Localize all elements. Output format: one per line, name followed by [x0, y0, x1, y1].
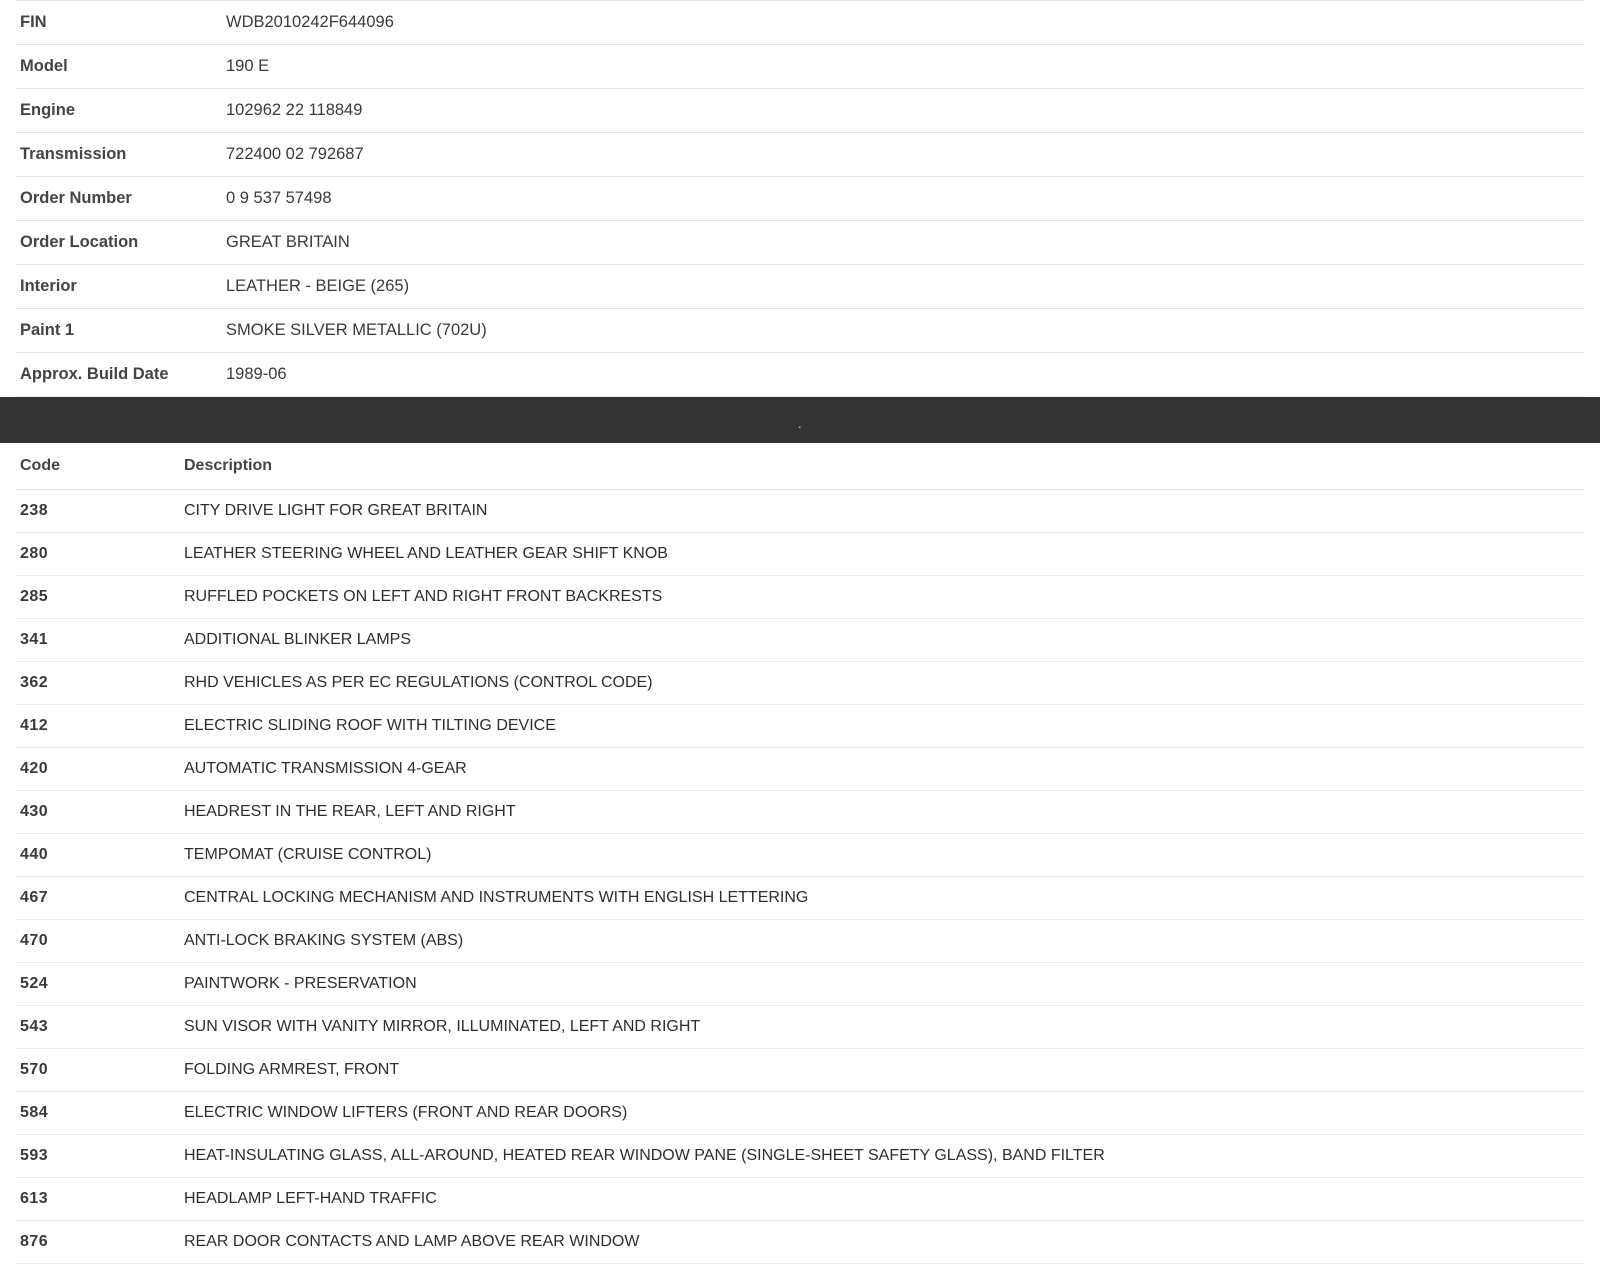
table-row — [16, 1049, 1584, 1092]
table-row — [16, 1221, 1584, 1264]
spec-label: Model — [20, 57, 68, 75]
option-description: HEAT-INSULATING GLASS, ALL-AROUND, HEATED REAR WINDOW PANE (SINGLE-SHEET SAFETY GLASS), BAND FILTER — [184, 1147, 1105, 1164]
table-row — [16, 353, 1584, 397]
option-description: SUN VISOR WITH VANITY MIRROR, ILLUMINATED, LEFT AND RIGHT — [184, 1018, 701, 1035]
vehicle-spec-table — [16, 0, 1584, 397]
vehicle-spec-body — [16, 1, 1584, 397]
column-header-description: Description — [106, 443, 1584, 490]
spec-label: Order Location — [20, 233, 139, 251]
spec-value: 0 9 537 57498 — [226, 189, 332, 207]
option-description: TEMPOMAT (CRUISE CONTROL) — [184, 846, 432, 863]
table-row — [16, 89, 1584, 133]
option-description: AUTOMATIC TRANSMISSION 4-GEAR — [184, 760, 467, 777]
option-description: HEADLAMP LEFT-HAND TRAFFIC — [184, 1190, 437, 1207]
table-row — [16, 877, 1584, 920]
spec-value: SMOKE SILVER METALLIC (702U) — [226, 321, 487, 339]
spec-value: GREAT BRITAIN — [226, 233, 350, 251]
table-row — [16, 791, 1584, 834]
table-row — [16, 533, 1584, 576]
table-row — [16, 920, 1584, 963]
table-row — [16, 309, 1584, 353]
option-description: PAINTWORK - PRESERVATION — [184, 975, 417, 992]
spec-label: Order Number — [20, 189, 132, 207]
option-description: CITY DRIVE LIGHT FOR GREAT BRITAIN — [184, 502, 488, 519]
spec-value: WDB2010242F644096 — [226, 13, 394, 31]
table-row — [16, 490, 1584, 533]
spec-label: Engine — [20, 101, 76, 119]
option-code: 593 — [20, 1147, 49, 1164]
option-description: FOLDING ARMREST, FRONT — [184, 1061, 400, 1078]
table-row — [16, 834, 1584, 877]
option-code: 467 — [20, 889, 49, 906]
option-description: ANTI-LOCK BRAKING SYSTEM (ABS) — [184, 932, 464, 949]
table-row — [16, 705, 1584, 748]
option-code: 362 — [20, 674, 49, 691]
options-table-header — [16, 443, 1584, 490]
options-table-body — [16, 490, 1584, 1264]
table-row — [16, 221, 1584, 265]
option-description: CENTRAL LOCKING MECHANISM AND INSTRUMENTS WITH ENGLISH LETTERING — [184, 889, 809, 906]
spec-value: 190 E — [226, 57, 270, 75]
option-code: 285 — [20, 588, 49, 605]
option-code: 341 — [20, 631, 49, 648]
table-row — [16, 1, 1584, 45]
spec-value: 722400 02 792687 — [226, 145, 364, 163]
option-code: 584 — [20, 1104, 49, 1121]
option-code: 430 — [20, 803, 49, 820]
option-code: 470 — [20, 932, 49, 949]
option-code: 420 — [20, 760, 49, 777]
table-row — [16, 748, 1584, 791]
table-row — [16, 133, 1584, 177]
spec-label: Transmission — [20, 145, 127, 163]
spec-label: Paint 1 — [20, 321, 75, 339]
option-description: ELECTRIC WINDOW LIFTERS (FRONT AND REAR DOORS) — [184, 1104, 628, 1121]
option-description: RUFFLED POCKETS ON LEFT AND RIGHT FRONT BACKRESTS — [184, 588, 663, 605]
option-code: 280 — [20, 545, 49, 562]
option-description: RHD VEHICLES AS PER EC REGULATIONS (CONTROL CODE) — [184, 674, 653, 691]
option-description: REAR DOOR CONTACTS AND LAMP ABOVE REAR WINDOW — [184, 1233, 640, 1250]
option-code: 238 — [20, 502, 49, 519]
option-code: 570 — [20, 1061, 49, 1078]
spec-value: LEATHER - BEIGE (265) — [226, 277, 410, 295]
option-code: 613 — [20, 1190, 49, 1207]
table-row — [16, 1135, 1584, 1178]
table-row — [16, 963, 1584, 1006]
option-description: ELECTRIC SLIDING ROOF WITH TILTING DEVICE — [184, 717, 556, 734]
option-code: 412 — [20, 717, 49, 734]
option-code: 876 — [20, 1233, 49, 1250]
vehicle-spec-section — [0, 0, 1600, 397]
spec-value: 1989-06 — [226, 365, 287, 383]
table-row — [16, 1178, 1584, 1221]
table-row — [16, 1006, 1584, 1049]
options-codes-table — [16, 443, 1584, 1264]
table-row — [16, 662, 1584, 705]
column-header-code: Code — [16, 443, 106, 490]
table-row — [16, 45, 1584, 89]
option-description: HEADREST IN THE REAR, LEFT AND RIGHT — [184, 803, 516, 820]
spec-label: FIN — [20, 13, 47, 31]
option-description: ADDITIONAL BLINKER LAMPS — [184, 631, 412, 648]
divider-label: . — [797, 415, 803, 431]
spec-label: Interior — [20, 277, 77, 295]
section-divider-band — [0, 397, 1600, 443]
table-row — [16, 576, 1584, 619]
option-description: LEATHER STEERING WHEEL AND LEATHER GEAR SHIFT KNOB — [184, 545, 668, 562]
option-code: 524 — [20, 975, 49, 992]
table-row — [16, 619, 1584, 662]
table-row — [16, 265, 1584, 309]
option-code: 543 — [20, 1018, 49, 1035]
option-code: 440 — [20, 846, 49, 863]
table-row — [16, 177, 1584, 221]
spec-label: Approx. Build Date — [20, 365, 169, 383]
options-codes-section — [0, 443, 1600, 1264]
table-row — [16, 1092, 1584, 1135]
spec-value: 102962 22 118849 — [226, 101, 363, 119]
table-header-row — [16, 443, 1584, 490]
